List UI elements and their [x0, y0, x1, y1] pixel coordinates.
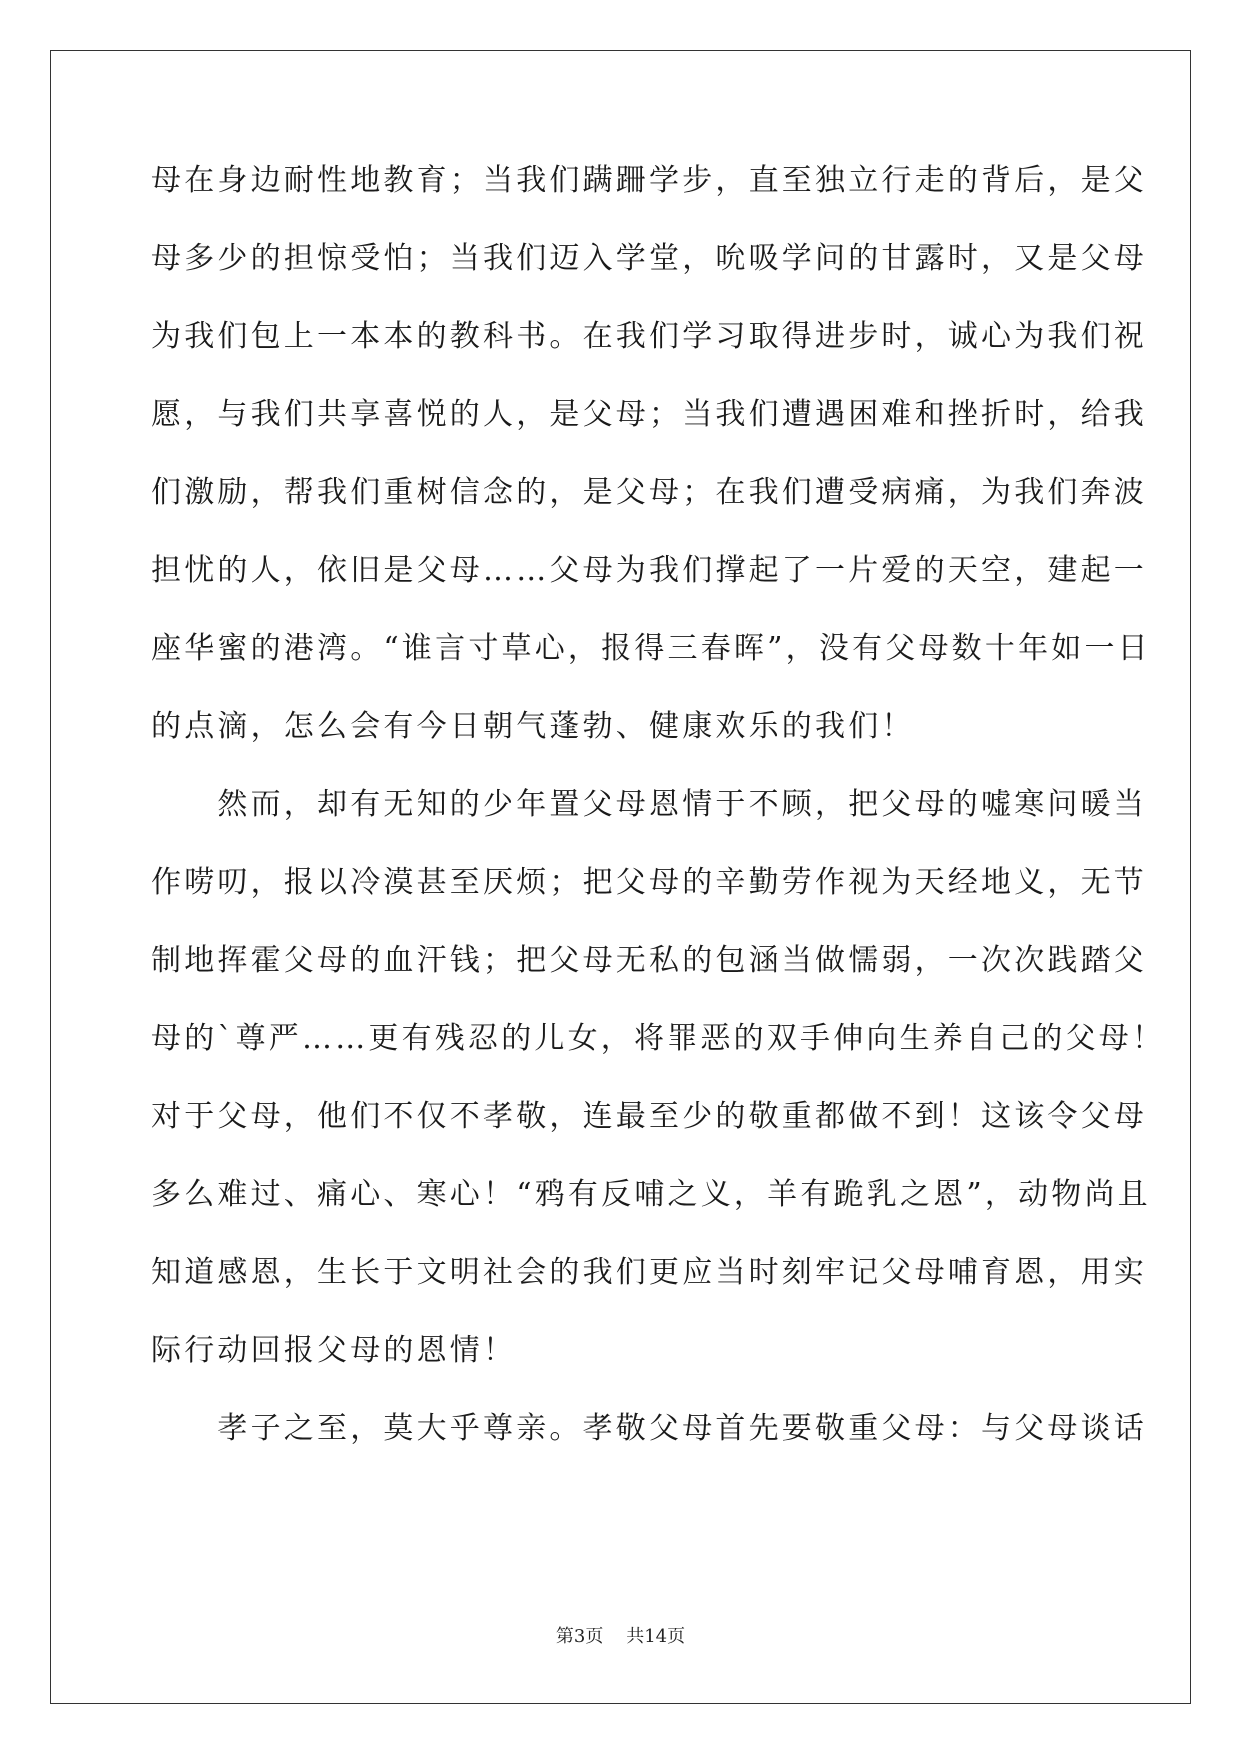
text-line: 对于父母，他们不仅不孝敬，连最至少的敬重都做不到！这该令父母: [151, 1099, 1147, 1134]
page-number: 第3页: [555, 1626, 604, 1647]
text-line: 制地挥霍父母的血汗钱；把父母无私的包涵当做懦弱，一次次践踏父: [151, 943, 1147, 978]
text-line: 知道感恩，生长于文明社会的我们更应当时刻牢记父母哺育恩，用实: [151, 1255, 1147, 1290]
text-line: 孝子之至，莫大乎尊亲。孝敬父母首先要敬重父母：与父母谈话: [151, 1411, 1147, 1446]
text-line: 母的`尊严……更有残忍的儿女，将罪恶的双手伸向生养自己的父母！: [151, 1021, 1166, 1056]
text-line: 多么难过、痛心、寒心！“鸦有反哺之义，羊有跪乳之恩”，动物尚且: [151, 1177, 1151, 1212]
footer-gap: [603, 1626, 626, 1647]
text-line: 然而，却有无知的少年置父母恩情于不顾，把父母的嘘寒问暖当: [151, 787, 1147, 822]
page-total: 共14页: [626, 1626, 686, 1647]
text-line: 母在身边耐性地教育；当我们蹒跚学步，直至独立行走的背后，是父: [151, 163, 1147, 198]
text-line: 母多少的担惊受怕；当我们迈入学堂，吮吸学问的甘露时，又是父母: [151, 241, 1147, 276]
text-line: 作唠叨，报以冷漠甚至厌烦；把父母的辛勤劳作视为天经地义，无节: [151, 865, 1147, 900]
page-footer: [0, 1625, 1241, 1649]
text-line: 座华蜜的港湾。“谁言寸草心，报得三春晖”，没有父母数十年如一日: [151, 631, 1151, 666]
text-line: 愿，与我们共享喜悦的人，是父母；当我们遭遇困难和挫折时，给我: [151, 397, 1147, 432]
text-line: 为我们包上一本本的教科书。在我们学习取得进步时，诚心为我们祝: [151, 319, 1147, 354]
text-line: 的点滴，怎么会有今日朝气蓬勃、健康欢乐的我们！: [151, 709, 915, 744]
document-body: [151, 142, 1166, 1468]
text-line: 们激励，帮我们重树信念的，是父母；在我们遭受病痛，为我们奔波: [151, 475, 1147, 510]
text-line: 担忧的人，依旧是父母……父母为我们撑起了一片爱的天空，建起一: [151, 553, 1147, 588]
text-line: 际行动回报父母的恩情！: [151, 1333, 517, 1368]
